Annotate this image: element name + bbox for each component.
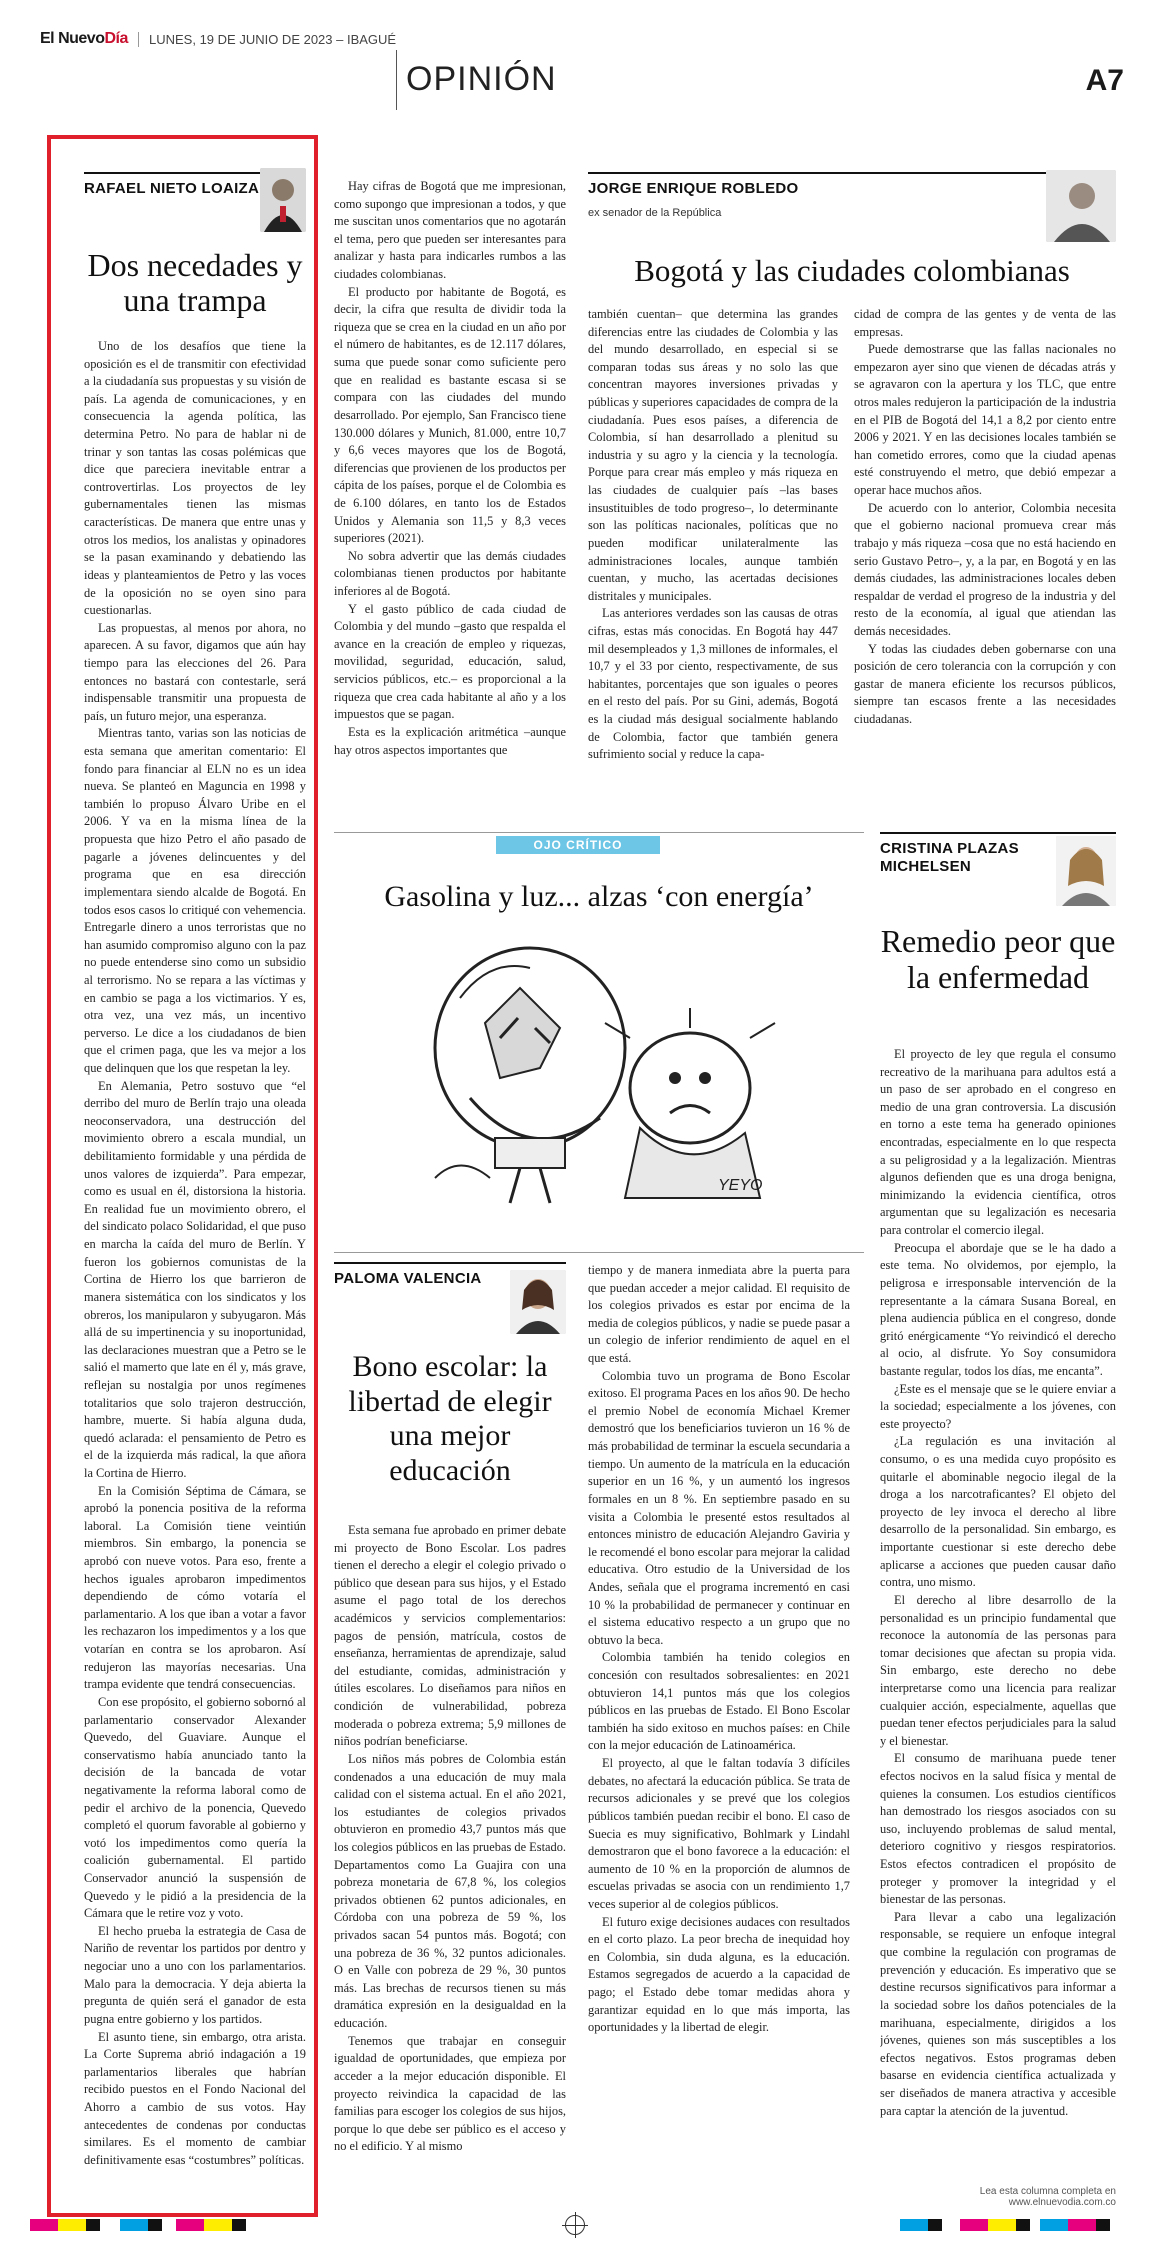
article-body-robledo-part1 <box>334 178 566 798</box>
paragraph: Colombia también ha tenido colegios en concesión con resultados sobresalientes: en 2021 obtuvieron 14,1 puntos más que los colegios públicos en las pruebas de Estado. El Bono Escolar también ha sido exitoso en muchos países: en Chile con la mejor educación de Latinoamérica. <box>588 1650 850 1753</box>
paragraph: El consumo de marihuana puede tener efectos nocivos en la salud física y mental de quienes la consumen. Los estudios científicos han demostrado los riesgos asociados con su uso, incluyendo problemas de salud mental, deterioro cognitivo y riesgos respiratorios. Estos efectos contradicen el propósito de proteger y promover la integridad y el bienestar de las personas. <box>880 1751 1116 1907</box>
article-headline: Remedio peor que la enfermedad <box>880 923 1116 995</box>
masthead-logo: El NuevoDía <box>40 30 128 47</box>
article-body-plazas <box>880 1046 1116 2180</box>
article-body-robledo-part2 <box>588 306 838 796</box>
paragraph: El asunto tiene, sin embargo, otra arista. La Corte Suprema abrió indagación a 19 parlamentarios liberales que habrían recibido puestos en el Fondo Nacional del Ahorro a cambio de sus votos. Hay antecedentes de condenas por conductas similares. Es el momento de cambiar definitivamente esas “costumbres” políticas. <box>84 2029 306 2167</box>
paragraph: Mientras tanto, varias son las noticias de esta semana que ameritan comentario: El fondo para financiar al ELN no es un idea nueva. Se planteó en Maguncia en 1998 y también lo propuso Álvaro Uribe en el 2006. Y va en la misma línea de la propuesta que hizo Petro el año pasado de pagarle a jóvenes delincuentes y del programa que en esa dirección implementara siendo alcalde de Bogotá. En todos esos casos lo critiqué con vehemencia. Entregarle dinero a unos terroristas que no han asumido compromiso alguno con la paz no puede entenderse sino como un subsidio al terrorismo. No se repara a las víctimas y en cambio se paga a los victimarios. Y es, otra vez, una vez más, un incentivo perverso. Le dice a los ciudadanos de bien que el crimen paga, que les va mejor a los que delinquen que los que respetan la ley. <box>84 726 306 1075</box>
column-robledo-header <box>588 172 1116 287</box>
paragraph: Esta es la explicación aritmética –aunque hay otros aspectos importantes que <box>334 724 566 757</box>
article-headline: Bogotá y las ciudades colombianas <box>634 253 1070 288</box>
paragraph: El proyecto, al que le faltan todavía 3 difíciles debates, no afectará la educación pública. Se trata de recursos adicionales y se prevé que los colegios públicos también puedan recibir el bono. El caso de Suecia es muy significativo, Bohlmark y Lindahl demostraron que el bono favorece a la educación: el aumento de 10 % en la proporción de alumnos de escuelas privadas se asocia con un rendimiento 1,7 veces superior al de colegios públicos. <box>588 1756 850 1911</box>
section-title: OPINIÓN <box>406 60 557 98</box>
column-valencia-header <box>334 1262 566 1488</box>
paragraph: ¿La regulación es una invitación al consumo, o es una medida cuyo propósito es quitarle el abominable negocio ilegal de la droga a los narcotraficantes? El objeto del proyecto de ley invoca el derecho al libre desarrollo de la personalidad. Sin embargo, es importante cuestionar si este derecho debe aplicarse a acciones que pueden causar daño contra, uno mismo. <box>880 1434 1116 1590</box>
article-body-nieto <box>84 338 306 2208</box>
byline: RAFAEL NIETO LOAIZA <box>84 180 260 197</box>
paragraph: De acuerdo con lo anterior, Colombia necesita que el gobierno nacional promueva crear más trabajo y más riqueza –cosa que no está haciendo en serio Gustavo Petro–, y, a la par, en Bogotá y en las demás ciudades, las administraciones locales deben respaldar de verdad el progreso de la industria y del resto de la economía, al igual que atiendan las demás necesidades. <box>854 500 1116 638</box>
paragraph: Puede demostrarse que las fallas nacionales no empezaron ayer sino que vienen de décadas atrás y se agravaron con la apertura y los TLC, que entre otros males redujeron la participación de la industria en el PIB de Bogotá del 14,1 a 8,2 por ciento entre 2006 y 2021. Y en las decisiones locales también se han cometido errores, como que la ciudad apenas esté construyendo el metro, que debió empezar a operar hace muchos años. <box>854 342 1116 498</box>
paragraph: Y todas las ciudades deben gobernarse con una posición de cero tolerancia con la corrupción y con gastar de manera eficiente los recursos públicos, siempre tan escasos frente a las necesidades ciudadanas. <box>854 641 1116 727</box>
paragraph: Los niños más pobres de Colombia están condenados a una educación de muy mala calidad con el sistema actual. En el año 2021, los estudiantes de colegios privados obtuvieron en promedio 43,7 puntos más que los colegios públicos en las pruebas de Estado. Departamentos como La Guajira con una pobreza monetaria de 67,8 %, los colegios privados obtienen 62 puntos adicionales, en Córdoba con una pobreza de 59 %, los privados sacan 54 puntos más. Bogotá; con una pobreza de 36 %, 32 puntos adicionales. O en Valle con pobreza de 29 %, 30 puntos más. Las brechas de recursos tienen su más dramática expresión en la desigualdad en la educación. <box>334 1751 566 2031</box>
paragraph: El derecho al libre desarrollo de la personalidad es un principio fundamental que reconoce la autonomía de las personas para tomar decisiones que afectan su propia vida. Sin embargo, este derecho no debe interpretarse como una licencia para realizar cualquier acción, especialmente, aquellas que puedan tener efectos perjudiciales para la salud y el bienestar. <box>880 1592 1116 1748</box>
author-photo <box>510 1270 566 1334</box>
cartoon-illustration <box>400 928 820 1218</box>
paragraph: también cuentan– que determina las grandes diferencias entre las ciudades de Colombia y las del mundo desarrollado, en especial si se comparan todas sus áreas y no solo las que concentran mayores inversiones privadas y públicas y superiores capacidades de compra de la ciudadanía. Pues esos países, a diferencia de Colombia, sí han desarrollado a plenitud su industria y su agro y la ciencia y la tecnología. Porque para crear más empleo y más riqueza en las ciudades de cualquier país –las bases insustituibles de todo progreso–, lo determinante son las políticas nacionales, políticas que no pueden modificar unilateralmente las administraciones locales, aunque también cuentan, y mucho, las acertadas decisiones distritales y municipales. <box>588 307 838 603</box>
page-number: A7 <box>1085 64 1124 97</box>
byline: CRISTINA PLAZAS MICHELSEN <box>880 840 1019 875</box>
byline: PALOMA VALENCIA <box>334 1270 482 1287</box>
cartoon-signature: YEYO <box>718 1177 763 1194</box>
paragraph: Colombia tuvo un programa de Bono Escolar exitoso. El programa Paces en los años 90. De hecho el premio Nobel de economía Michael Kremer demostró que los beneficiarios tuvieron un 16 % de más probabilidad de terminar la escuela secundaria a tiempo. Un aumento de la matrícula en la educación superior en un 16 %, y un aumentó los ingresos formales en un 8 %. En septiembre pasado en su visita a Colombia le presenté estos resultados al entonces ministro de educación Alejandro Gaviria y le recomendé el bono escolar para mejorar la calidad educativa. Otro estudio de la Universidad de los Andes, señala que el programa incrementó en casi 10 % la probabilidad de permanecer y continuar en el sistema educativo respecto a un grupo que no obtuvo la beca. <box>588 1368 850 1647</box>
paragraph: cidad de compra de las gentes y de venta de las empresas. <box>854 307 1116 339</box>
article-body-robledo-part3 <box>854 306 1116 796</box>
page-header <box>34 24 1124 98</box>
paragraph: Hay cifras de Bogotá que me impresionan, como supongo que impresionan a todos, y que me suscitan unos comentarios que no agotarán el tema, pero que pueden ser interesantes para analizar y hasta para indicarles rumbos a las ciudades colombianas. <box>334 179 566 282</box>
author-role: ex senador de la República <box>588 207 722 219</box>
paragraph: No sobra advertir que las demás ciudades colombianas tienen productos por habitante inferiores al de Bogotá. <box>334 548 566 599</box>
paragraph: Tenemos que trabajar en conseguir igualdad de oportunidades, que empieza por acceder a la mejor educación disponible. El proyecto reivindica la capacidad de las familias para escoger los colegios de sus hijos, porque lo que debe ser público es el acceso y no el edificio. Y al mismo <box>334 2033 566 2154</box>
column-plazas-header <box>880 832 1116 996</box>
paragraph: Preocupa el abordaje que se le ha dado a este tema. No olvidemos, por ejemplo, la peligrosa e irresponsable intervención de la representante a la cámara Susana Boreal, en plena audiencia pública en el congreso, donde gritó enérgicamente “Yo reivindicó el derecho al ocio, al disfrute. Yo Soy consumidora bastante regular, todos los días, me encanta”. <box>880 1240 1116 1378</box>
paragraph: Con ese propósito, el gobierno sobornó al parlamentario conservador Alexander Quevedo, del Guaviare. Aunque el conservatismo había anunciado tanto la decisión de la bancada de votar negativamente la reforma laboral como de pedir el archivo de la ponencia, Quevedo completó el quorum favorable al gobierno y votó los impedimentos como quería la coalición gubernamental. El partido Conservador anunció la suspensión de Quevedo y le pidió a la presidencia de la Cámara que le retire voz y voto. <box>84 1694 306 1921</box>
cartoon-tag: OJO CRÍTICO <box>496 836 660 854</box>
cartoon-bottom-rule <box>334 1252 864 1253</box>
article-headline: Bono escolar: la libertad de elegir una mejor educación <box>348 1350 552 1487</box>
article-headline: Dos necedades y una trampa <box>87 247 303 318</box>
article-body-valencia-part1 <box>334 1522 566 2212</box>
paragraph: ¿Este es el mensaje que se le quiere enviar a la sociedad; especialmente a los jóvenes, con este proyecto? <box>880 1381 1116 1431</box>
cartoon-title: Gasolina y luz... alzas ‘con energía’ <box>384 880 814 913</box>
paragraph: Uno de los desafíos que tiene la oposición es el de transmitir con efectividad a la ciudadanía sus propuestas y su visión de país. La agenda de comunicaciones, y en consecuencia la agenda política, las determina Petro. No para de hablar ni de trinar y son tantas las cosas polémicas que dice que pareciera inevitable entrar a controvertirlas. Los proyectos de ley gubernamentales tienen las mismas características. De manera que entre unas y otros los medios, los analistas y opinadores se la pasan examinando y debatiendo las ideas y planteamientos de Petro y las voces de la oposición no se oyen sino para cuestionarlas. <box>84 339 306 618</box>
paragraph: tiempo y de manera inmediata abre la puerta para que puedan acceder a mejor calidad. El requisito de los colegios privados es estar por encima de la media de colegios públicos, y nadie se puede pasar a un colegio de inferior rendimiento de aquel en el que está. <box>588 1263 850 1366</box>
column-nieto <box>84 172 306 337</box>
paragraph: El hecho prueba la estrategia de Casa de Nariño de reventar los partidos por dentro y negociar uno a uno con los parlamentarios. Malo para la democracia. Y deja abierta la pregunta de quién será el ganador de esta pugna entre gobierno y los partidos. <box>84 1923 306 2026</box>
paragraph: Para llevar a cabo una legalización responsable, se requiere un enfoque integral que combine la regulación con programas de prevención y educación. Es imperativo que se destine recursos significativos para informar a la sociedad sobre los daños potenciales de la marihuana, especialmente, dirigidos a los jóvenes, quienes son más susceptibles a los efectos negativos. Estos programas deben basarse en evidencia científica actualizada y ser diseñados de manera atractiva y accesible para captar la atención de la juventud. <box>880 1909 1116 2118</box>
paragraph: En Alemania, Petro sostuvo que “el derribo del muro de Berlín trajo una oleada neoconservadora, una destrucción del movimiento obrero a escala mundial, un debilitamiento formidable y una pérdida de unos valores de izquierda”. Para empezar, como es usual en él, distorsiona la historia. En realidad fue un movimiento obrero, el del sindicato polaco Solidaridad, el que puso en marcha la caída del muro de Berlín. Y fueron los gobiernos comunistas de la Cortina de Hierro los que barrieron de manera sistemática con los sindicatos y los obreros, los manipularon y subyugaron. Más allá de su impertinencia y su inoportunidad, las declaraciones muestran que a Petro se le salió el mamerto que late en él y, más grave, reflejan su nostalgia por unos regímenes totalitarios que solo trajeron destrucción, hambre, muerte. Si había alguna duda, quedó aclarada: el pensamiento de Petro es el de la izquierda más radical, la que añora la Cortina de Hierro. <box>84 1078 306 1480</box>
paragraph: Las anteriores verdades son las causas de otras cifras, estas más conocidas. En Bogotá hay 447 mil desempleados y 1,3 millones de informales, el 10,7 y el 33 por ciento, respectivamente, de sus habitantes, porcentajes que son iguales o peores en el resto del país. Por su Gini, además, Bogotá es la ciudad más desigual socialmente hablando de Colombia, factor que también genera sufrimiento social y reduce la capa- <box>588 606 838 762</box>
author-photo <box>1046 170 1116 242</box>
author-photo <box>1056 836 1116 906</box>
registration-mark <box>565 2215 585 2235</box>
print-color-bar <box>0 2215 1154 2235</box>
paragraph: En la Comisión Séptima de Cámara, se aprobó la ponencia positiva de la reforma laboral. La Comisión tiene veintiún miembros. Sin embargo, la ponencia se aprobó con nueve votos. Para eso, frente a hechos iguales aprobaron impedimentos dependiendo de cómo votaría el parlamentario. A los que iban a votar a favor les rechazaron los impedimentos y a los que votarían en contra se los aprobaron. Así redujeron las mayorías necesarias. Una trampa evidente que tendrá consecuencias. <box>84 1483 306 1692</box>
paragraph: El proyecto de ley que regula el consumo recreativo de la marihuana para adultos está a un paso de ser aprobado en el congreso en medio de una gran controversia. La discusión en torno a este tema ha generado opiniones encontradas, especialmente en lo que respecta a su peligrosidad y a la legalización. Mientras algunos defienden que es una droga benigna, minimizando la evidencia científica, otros argumentan que su legalización es necesaria para controlar el comercio ilegal. <box>880 1047 1116 1238</box>
paragraph: Las propuestas, al menos por ahora, no aparecen. A su favor, digamos que aún hay tiempo para las elecciones del 26. Para entonces no bastará con contestarle, será indispensable transmitir una propuesta de país, un futuro mejor, una esperanza. <box>84 620 306 723</box>
author-photo <box>260 168 306 232</box>
paragraph: El producto por habitante de Bogotá, es decir, la cifra que resulta de dividir toda la riqueza que se crea en la ciudad en un año por el número de habitantes, es de 12.117 dólares, suma que puede sonar como suficiente pero que en realidad es bastante escasa si se compara con las ciudades del mundo desarrollado. Por ejemplo, San Francisco tiene 130.000 dólares y Munich, 81.000, entre 10,7 y 6,6 veces mayores que los de Bogotá, diferencias que provienen de los productos per cápita de los países, porque el de Colombia es de 6.100 dólares, en tanto los de Estados Unidos y Alemania son 11,5 y 8,3 veces superiores (2021). <box>334 284 566 546</box>
paragraph: Esta semana fue aprobado en primer debate mi proyecto de Bono Escolar. Los padres tienen el derecho a elegir el colegio privado o público que desean para sus hijos, y el Estado asume el pago total de los derechos académicos y servicios complementarios: pagos de pensión, matrícula, costos de enseñanza, herramientas de aprendizaje, salud del estudiante, comidas, administración y útiles escolares. Lo diseñamos para niños en condición de vulnerabilidad, pobreza moderada o pobreza extrema; 5,9 millones de niños podrían beneficiarse. <box>334 1523 566 1749</box>
paragraph: Y el gasto público de cada ciudad de Colombia y del mundo –gasto que respalda el avance en la creación de empleo y riquezas, movilidad, seguridad, educación, salud, servicios públicos, etc.– es proporcional a la riqueza que crea cada habitante al año y a los impuestos que se pagan. <box>334 601 566 722</box>
article-body-valencia-part2 <box>588 1262 850 2212</box>
paragraph: El futuro exige decisiones audaces con resultados en el corto plazo. La peor brecha de inequidad hoy en Colombia, sin duda alguna, es la educación. Estamos segregados de acuerdo a la capacidad de pago; el Estado debe tomar medidas ahora y garantizar equidad en lo que más importa, las oportunidades y la libertad de elegir. <box>588 1914 850 2035</box>
issue-date: LUNES, 19 DE JUNIO DE 2023 – IBAGUÉ <box>138 32 396 47</box>
cartoon-rule <box>334 832 864 833</box>
byline: JORGE ENRIQUE ROBLEDO <box>588 180 799 197</box>
footer-note: Lea esta columna completa en www.elnuevodia.com.co <box>979 2186 1116 2208</box>
